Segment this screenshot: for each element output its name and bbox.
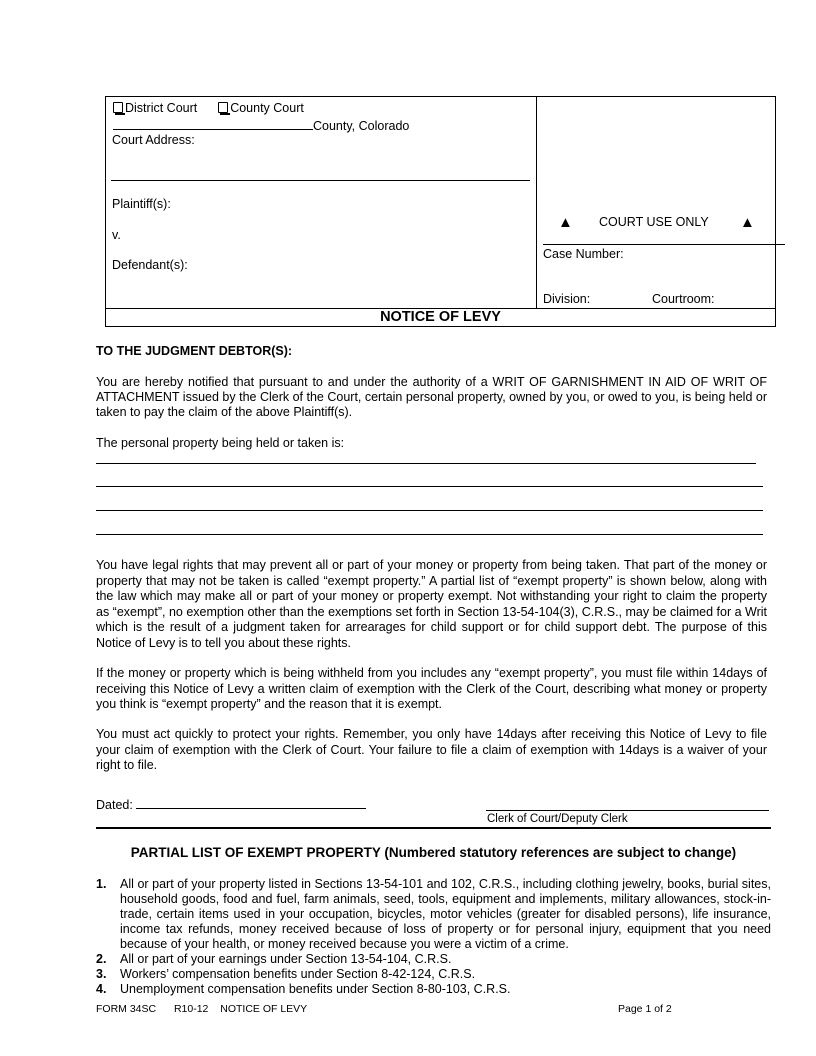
list-item-number: 1. (96, 877, 107, 891)
triangle-right-icon: ▲ (740, 214, 755, 231)
list-item-text: All or part of your property listed in Sections 13-54-101 and 102, C.R.S., including clothing jewelry, books, burial sites, household goods, food and fuel, farm animals, seed, tools, equipment and implements, military allowances, stock-in-trade, certain items used in your occupation, bicycles, motor vehicles (greater for disabled persons), life insurance, income tax refunds, money received because of loss of property or for personal injury, equipment that you need because of your health, or money received because you were a victim of a crime. (120, 877, 771, 951)
versus-label: v. (112, 228, 121, 242)
footer-page-number: Page 1 of 2 (618, 1003, 672, 1015)
court-use-divider (543, 244, 785, 245)
exempt-list (96, 877, 771, 997)
court-address-label: Court Address: (112, 133, 195, 147)
exemption-paragraph: If the money or property which is being withheld from you includes any “exempt property”, you must file within 14days of receiving this Notice of Levy a written claim of exemption with the Clerk of the Court, describing what money or property you think is “exempt property” and the reason that it is exempt. (96, 666, 767, 711)
triangle-left-icon: ▲ (558, 214, 573, 231)
list-item (96, 877, 771, 952)
salutation: TO THE JUDGMENT DEBTOR(S): (96, 344, 293, 358)
court-address-field[interactable] (111, 180, 530, 181)
list-item (96, 982, 771, 997)
footer-form-title: NOTICE OF LEVY (220, 1003, 308, 1015)
court-type-row (113, 101, 304, 116)
list-item-text: Unemployment compensation benefits under Section 8-80-103, C.R.S. (120, 982, 511, 996)
property-line-4[interactable] (96, 534, 763, 535)
exempt-heading: PARTIAL LIST OF EXEMPT PROPERTY (Numbered statutory references are subject to change) (130, 845, 737, 860)
section-divider (96, 827, 771, 829)
clerk-signature-line[interactable] (486, 810, 769, 811)
list-item (96, 952, 771, 967)
county-name-field[interactable] (113, 118, 313, 130)
property-line-2[interactable] (96, 486, 763, 487)
division-label: Division: (543, 292, 591, 306)
dated-label: Dated: (96, 798, 133, 812)
property-line-3[interactable] (96, 510, 763, 511)
footer-revision: R10-12 (173, 1003, 209, 1015)
caption-vertical-divider (536, 96, 537, 308)
act-quickly-paragraph: You must act quickly to protect your rights. Remember, you only have 14days after receiving this Notice of Levy to file your claim of exemption with the Clerk of Court. Your failure to file a claim of exemption with 14days is a waiver of your right to file. (96, 727, 767, 772)
courtroom-label: Courtroom: (652, 292, 715, 306)
county-suffix: County, Colorado (313, 119, 410, 133)
notice-paragraph: You are hereby notified that pursuant to and under the authority of a WRIT OF GARNISHMENT IN AID OF WRIT OF ATTACHMENT issued by the Clerk of the Court, certain personal property, owned by you, or owed to you, is being held or taken to pay the claim of the above Plaintiff(s). (96, 375, 767, 419)
dated-field[interactable] (136, 797, 366, 809)
list-item-number: 2. (96, 952, 107, 966)
footer-form-id: FORM 34SC (96, 1003, 157, 1015)
court-use-only-label: COURT USE ONLY (599, 215, 709, 229)
defendant-label: Defendant(s): (112, 258, 188, 272)
district-court-label: District Court (125, 101, 198, 115)
county-court-checkbox[interactable] (218, 102, 228, 113)
list-item-number: 3. (96, 967, 107, 981)
case-number-label: Case Number: (543, 247, 624, 261)
footer-form-info (96, 1003, 307, 1015)
county-row (113, 118, 409, 134)
property-label: The personal property being held or taken is: (96, 436, 345, 450)
list-item-text: Workers’ compensation benefits under Section 8-42-124, C.R.S. (120, 967, 476, 981)
county-court-label: County Court (230, 101, 304, 115)
list-item-number: 4. (96, 982, 107, 996)
plaintiff-label: Plaintiff(s): (112, 197, 171, 211)
property-line-1[interactable] (96, 463, 756, 464)
list-item (96, 967, 771, 982)
clerk-label: Clerk of Court/Deputy Clerk (487, 813, 628, 825)
dated-row (96, 797, 366, 813)
rights-paragraph: You have legal rights that may prevent all or part of your money or property from being taken. That part of the money or property that may not be taken is called “exempt property.” A partial list of “exempt property” is shown below, along with the law which may make all or part of your money or property exempt. Not withstanding your right to claim the property as “exempt”, no exemption other than the exemptions set forth in Section 13-54-104(3), C.R.S., may be claimed for a Writ which is the result of a judgment taken for arrearages for child support or for child support debt. The purpose of this Notice of Levy is to tell you about these rights. (96, 558, 767, 650)
document-title: NOTICE OF LEVY (380, 309, 501, 325)
list-item-text: All or part of your earnings under Section 13-54-104, C.R.S. (120, 952, 452, 966)
district-court-checkbox[interactable] (113, 102, 123, 113)
